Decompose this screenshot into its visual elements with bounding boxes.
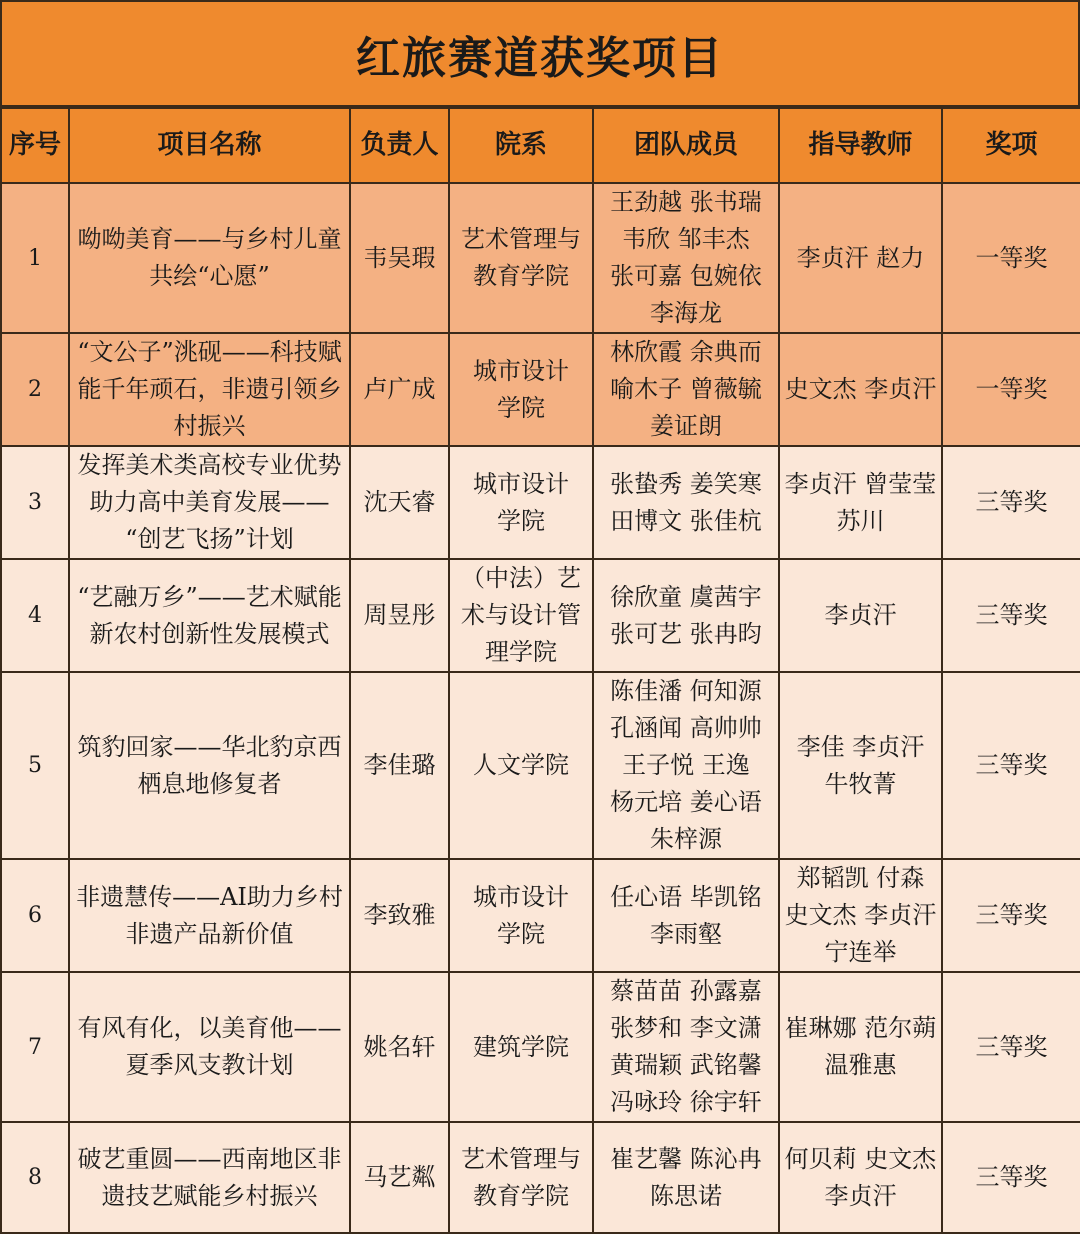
- project-name-line: 有风有化，以美育他——: [77, 1014, 342, 1042]
- team-members-line: 姜证朗: [650, 412, 722, 440]
- department: [449, 972, 593, 1122]
- team-members-line: 王子悦 王逸: [622, 751, 750, 779]
- project-name-line: 非遗产品新价值: [125, 919, 294, 948]
- team-members-line: 张蛰秀 姜笑寒: [610, 469, 762, 498]
- project-leader: 李致雅: [350, 859, 449, 972]
- row-index: 4: [1, 559, 69, 672]
- team-members-line: 黄瑞颖 武铭馨: [610, 1051, 762, 1079]
- department-line: 术与设计管: [461, 601, 581, 629]
- project-name-line: 非遗慧传——AI助力乡村: [76, 882, 343, 911]
- team-members-line: 张可艺 张冉昀: [610, 619, 762, 648]
- header-team-members: 团队成员: [593, 108, 779, 183]
- team-members-line: 冯咏玲 徐宇轩: [610, 1088, 762, 1116]
- header-index: 序号: [1, 108, 69, 183]
- team-members-line: 陈思诺: [650, 1181, 722, 1210]
- project-name: [69, 333, 350, 446]
- table-row: [1, 559, 1080, 672]
- header-department: 院系: [449, 108, 593, 183]
- mentors-line: 何贝莉 史文杰: [784, 1144, 937, 1173]
- team-members: [593, 972, 779, 1122]
- mentors-line: 李佳 李贞汗: [796, 732, 925, 761]
- mentors-line: 苏川: [836, 506, 885, 535]
- table-row: [1, 972, 1080, 1122]
- team-members-line: 喻木子 曾薇毓: [610, 375, 762, 403]
- mentors-line: 牛牧菁: [824, 769, 897, 798]
- project-name-line: 共绘“心愿”: [149, 262, 270, 290]
- mentors: [779, 333, 942, 446]
- award: 三等奖: [942, 972, 1080, 1122]
- mentors: [779, 446, 942, 559]
- mentors: [779, 183, 942, 333]
- project-name-line: 能千年顽石，非遗引领乡: [77, 375, 342, 403]
- table-row: [1, 672, 1080, 859]
- department-line: 艺术管理与: [461, 225, 581, 253]
- department: [449, 559, 593, 672]
- team-members-line: 杨元培 姜心语: [610, 788, 762, 816]
- table-row: [1, 1122, 1080, 1233]
- team-members: [593, 1122, 779, 1233]
- team-members-line: 徐欣童 虞茜宇: [610, 582, 762, 611]
- team-members-line: 林欣霞 余典而: [610, 338, 762, 366]
- department-line: 教育学院: [473, 262, 569, 290]
- project-name-line: 筑豹回家——华北豹京西: [77, 732, 342, 761]
- table-row: [1, 333, 1080, 446]
- project-name-line: 村振兴: [173, 412, 246, 440]
- team-members: [593, 672, 779, 859]
- row-index: 2: [1, 333, 69, 446]
- award: 三等奖: [942, 672, 1080, 859]
- department-line: 教育学院: [473, 1181, 569, 1210]
- row-index: 3: [1, 446, 69, 559]
- department-line: 人文学院: [473, 751, 569, 779]
- mentors-line: 史文杰 李贞汗: [784, 901, 937, 929]
- project-leader: 姚名轩: [350, 972, 449, 1122]
- project-name: [69, 672, 350, 859]
- row-index: 1: [1, 183, 69, 333]
- department-line: 学院: [497, 506, 545, 535]
- department-line: 城市设计: [473, 356, 569, 385]
- project-name: [69, 559, 350, 672]
- department: [449, 333, 593, 446]
- department-line: 城市设计: [473, 882, 569, 911]
- mentors-line: 史文杰 李贞汗: [784, 375, 937, 403]
- mentors-line: 李贞汗: [824, 601, 897, 629]
- department-line: 艺术管理与: [461, 1144, 581, 1173]
- team-members: [593, 559, 779, 672]
- project-leader: 马艺粼: [350, 1122, 449, 1233]
- row-index: 7: [1, 972, 69, 1122]
- project-leader: 沈天睿: [350, 446, 449, 559]
- team-members-line: 李海龙: [650, 299, 722, 327]
- table-header-row: [1, 108, 1080, 183]
- project-name-line: 呦呦美育——与乡村儿童: [77, 225, 342, 253]
- project-name-line: “文公子”洮砚——科技赋: [77, 338, 342, 366]
- department: [449, 183, 593, 333]
- awards-table: [0, 107, 1080, 1234]
- project-name: [69, 859, 350, 972]
- team-members-line: 任心语 毕凯铭: [610, 882, 762, 911]
- row-index: 8: [1, 1122, 69, 1233]
- mentors-line: 宁连举: [824, 938, 897, 966]
- department: [449, 446, 593, 559]
- mentors: [779, 559, 942, 672]
- mentors-line: 温雅惠: [824, 1051, 897, 1079]
- project-name-line: 发挥美术类高校专业优势: [77, 451, 342, 479]
- mentors-line: 李贞汗 赵力: [796, 243, 925, 272]
- department: [449, 1122, 593, 1233]
- project-name: [69, 1122, 350, 1233]
- project-name-line: 破艺重圆——西南地区非: [77, 1144, 342, 1173]
- project-name-line: “艺融万乡”——艺术赋能: [77, 582, 342, 611]
- project-name: [69, 972, 350, 1122]
- award: 三等奖: [942, 859, 1080, 972]
- project-name: [69, 183, 350, 333]
- header-leader: 负责人: [350, 108, 449, 183]
- project-name-line: 助力高中美育发展——: [89, 488, 330, 516]
- team-members-line: 韦欣 邹丰杰: [622, 225, 750, 253]
- project-name-line: “创艺飞扬”计划: [125, 525, 294, 553]
- award: 三等奖: [942, 1122, 1080, 1233]
- header-project-name: 项目名称: [69, 108, 350, 183]
- table-row: [1, 446, 1080, 559]
- team-members-line: 陈佳潘 何知源: [610, 677, 762, 705]
- department-line: 学院: [497, 919, 545, 948]
- project-name-line: 夏季风支教计划: [125, 1051, 294, 1079]
- team-members-line: 王劲越 张书瑞: [610, 188, 762, 216]
- team-members: [593, 859, 779, 972]
- department: [449, 859, 593, 972]
- team-members: [593, 446, 779, 559]
- department-line: 学院: [497, 393, 545, 422]
- header-mentors: 指导教师: [779, 108, 942, 183]
- team-members: [593, 183, 779, 333]
- department-line: 城市设计: [473, 469, 569, 498]
- header-award: 奖项: [942, 108, 1080, 183]
- table-row: [1, 859, 1080, 972]
- department-line: 建筑学院: [473, 1032, 569, 1061]
- mentors: [779, 859, 942, 972]
- team-members-line: 孔涵闻 高帅帅: [610, 714, 762, 742]
- mentors: [779, 672, 942, 859]
- department-line: （中法）艺: [461, 564, 581, 592]
- table-row: [1, 183, 1080, 333]
- mentors-line: 李贞汗 曾莹莹: [784, 469, 937, 498]
- team-members-line: 张可嘉 包婉依: [610, 262, 762, 290]
- project-leader: 李佳璐: [350, 672, 449, 859]
- award: 一等奖: [942, 183, 1080, 333]
- mentors-line: 李贞汗: [824, 1181, 897, 1210]
- team-members-line: 朱梓源: [650, 825, 722, 853]
- team-members-line: 蔡苗苗 孙露嘉: [610, 977, 762, 1005]
- project-name-line: 栖息地修复者: [137, 769, 282, 798]
- department-line: 理学院: [485, 638, 557, 666]
- team-members-line: 李雨壑: [650, 919, 722, 948]
- mentors-line: 郑韬凯 付森: [796, 864, 925, 892]
- team-members-line: 田博文 张佳杭: [610, 506, 762, 535]
- project-name: [69, 446, 350, 559]
- department: [449, 672, 593, 859]
- row-index: 6: [1, 859, 69, 972]
- project-name-line: 遗技艺赋能乡村振兴: [101, 1181, 318, 1210]
- project-leader: 卢广成: [350, 333, 449, 446]
- project-name-line: 新农村创新性发展模式: [89, 619, 330, 648]
- team-members-line: 崔艺馨 陈沁冉: [610, 1144, 762, 1173]
- row-index: 5: [1, 672, 69, 859]
- project-leader: 韦吴瑕: [350, 183, 449, 333]
- team-members: [593, 333, 779, 446]
- award: 一等奖: [942, 333, 1080, 446]
- page-title: 红旅赛道获奖项目: [0, 0, 1080, 107]
- award: 三等奖: [942, 446, 1080, 559]
- award: 三等奖: [942, 559, 1080, 672]
- project-leader: 周昱彤: [350, 559, 449, 672]
- mentors: [779, 1122, 942, 1233]
- mentors-line: 崔琳娜 范尔蒴: [784, 1014, 937, 1042]
- team-members-line: 张梦和 李文潇: [610, 1014, 762, 1042]
- mentors: [779, 972, 942, 1122]
